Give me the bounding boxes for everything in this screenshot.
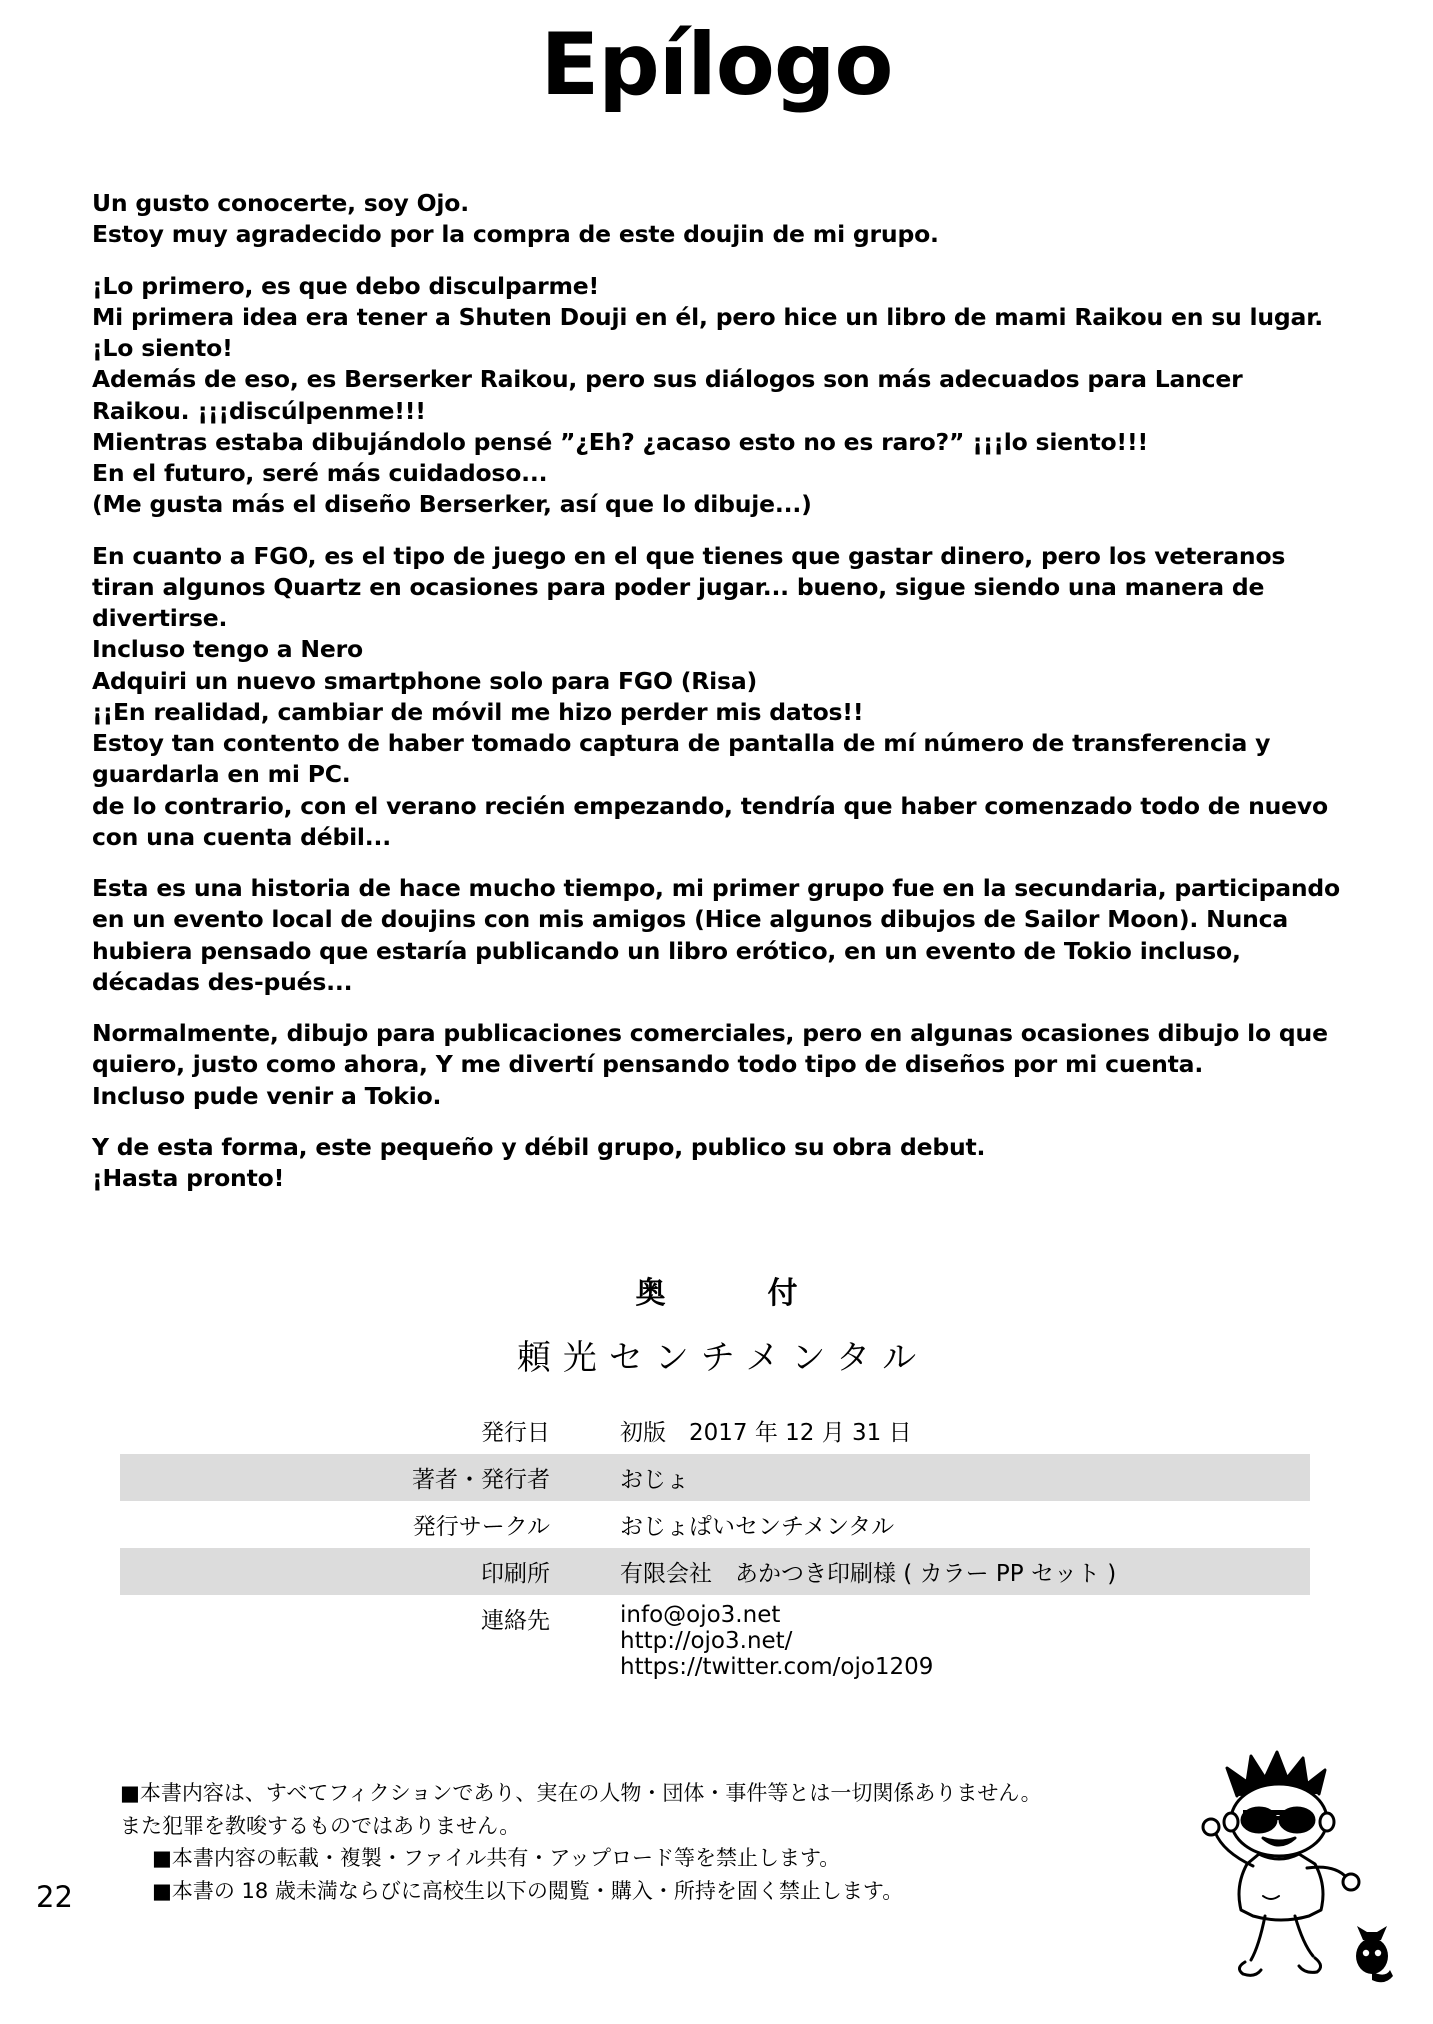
- table-row: [120, 1501, 1310, 1548]
- paragraph-closing: [92, 1018, 1347, 1112]
- page-title: Epílogo: [540, 15, 893, 115]
- colophon-heading: 奥 付: [635, 1276, 834, 1311]
- colophon-work-title: 頼光センチメンタル: [516, 1338, 929, 1378]
- notice-line: また犯罪を教唆するものではありません。: [120, 1813, 521, 1838]
- table-row: [120, 1548, 1310, 1595]
- row-value: おじょぱいセンチメンタル: [620, 1514, 895, 1540]
- notice-line: ■本書内容は、すべてフィクションであり、実在の人物・団体・事件等とは一切関係ありません。: [120, 1781, 1042, 1805]
- contact-website-link[interactable]: http://ojo3.net/: [620, 1628, 793, 1654]
- text-line: Estoy tan contento de haber tomado captura de pantalla de mí número de transferencia y guardarla en mi PC.: [92, 729, 1279, 789]
- paragraph-fgo: [92, 541, 1347, 854]
- text-line: Adquiri un nuevo smartphone solo para FGO (Risa): [92, 666, 758, 695]
- text-line: ¡¡En realidad, cambiar de móvil me hizo perder mis datos!!: [92, 697, 864, 726]
- row-label: 発行日: [481, 1420, 550, 1446]
- text-line: ¡Hasta pronto!: [92, 1164, 285, 1192]
- text-line: Esta es una historia de hace mucho tiempo, mi primer grupo fue en la secundaria, participando en un evento local de doujins con mis amigos (Hice algunos dibujos de Sailor Moon). Nunca hubiera pensado que estaría publicando un libro erótico, en un evento de Tokio incluso, décadas des-pués...: [92, 874, 1348, 996]
- text-line: Normalmente, dibujo para publicaciones comerciales, pero en algunas ocasiones dibujo lo que quiero, justo como ahora, Y me divertí pensando todo tipo de diseños por mi cuenta.: [92, 1019, 1336, 1079]
- text-line: Incluso pude venir a Tokio.: [92, 1081, 442, 1110]
- text-line: (Me gusta más el diseño Berserker, así que lo dibuje...): [92, 490, 812, 519]
- paragraph-intro: [92, 188, 1347, 251]
- text-line: ¡Lo primero, es que debo disculparme!: [92, 271, 600, 300]
- contact-email[interactable]: info@ojo3.net: [620, 1602, 781, 1628]
- row-value: 初版 2017 年 12 月 31 日: [620, 1420, 912, 1446]
- row-label: 連絡先: [481, 1608, 550, 1634]
- text-line: En el futuro, seré más cuidadoso...: [92, 459, 548, 487]
- table-row: [120, 1407, 1310, 1454]
- row-label: 発行サークル: [412, 1514, 550, 1540]
- row-value-contact: [590, 1595, 1310, 1687]
- epilogue-body: [92, 188, 1347, 1194]
- colophon-table: [120, 1407, 1310, 1687]
- text-line: Además de eso, es Berserker Raikou, pero sus diálogos son más adecuados para Lancer Raikou. ¡¡¡discúlpenme!!!: [92, 365, 1251, 425]
- text-line: Un gusto conocerte, soy Ojo.: [92, 189, 469, 217]
- contact-twitter-link[interactable]: https://twitter.com/ojo1209: [620, 1654, 934, 1680]
- text-line: Incluso tengo a Nero: [92, 635, 363, 664]
- row-value: おじょ: [590, 1454, 1310, 1501]
- row-label: 著者・発行者: [120, 1454, 590, 1501]
- notice-line: ■本書の 18 歳未満ならびに高校生以下の閲覧・購入・所持を固く禁止します。: [152, 1878, 904, 1903]
- text-line: En cuanto a FGO, es el tipo de juego en el que tienes que gastar dinero, pero los veteranos tiran algunos Quartz en ocasiones para poder jugar... bueno, sigue siendo una manera de divertirse.: [92, 541, 1294, 632]
- text-line: Mi primera idea era tener a Shuten Douji en él, pero hice un libro de mami Raikou en su lugar. ¡Lo siento!: [92, 302, 1331, 362]
- text-line: Y de esta forma, este pequeño y débil grupo, publico su obra debut.: [92, 1132, 986, 1161]
- paragraph-farewell: [92, 1132, 1347, 1195]
- paragraph-apology: [92, 271, 1347, 521]
- notice-line: ■本書内容の転載・複製・ファイル共有・アップロード等を禁止します。: [152, 1846, 841, 1871]
- row-value: 有限会社 あかつき印刷様 ( カラー PP セット ): [590, 1548, 1310, 1595]
- text-line: Mientras estaba dibujándolo pensé ”¿Eh? ¿acaso esto no es raro?” ¡¡¡lo siento!!!: [92, 427, 1148, 456]
- text-line: Estoy muy agradecido por la compra de este doujin de mi grupo.: [92, 220, 939, 249]
- text-line: de lo contrario, con el verano recién empezando, tendría que haber comenzado todo de nuevo con una cuenta débil...: [92, 791, 1336, 851]
- table-row: [120, 1454, 1310, 1501]
- legal-notices: [120, 1777, 1270, 1907]
- page-number: 22: [36, 1880, 73, 1914]
- table-row-contact: [120, 1595, 1310, 1687]
- paragraph-history: [92, 873, 1347, 998]
- row-label: 印刷所: [120, 1548, 590, 1595]
- mascot-illustration: [1167, 1734, 1397, 1984]
